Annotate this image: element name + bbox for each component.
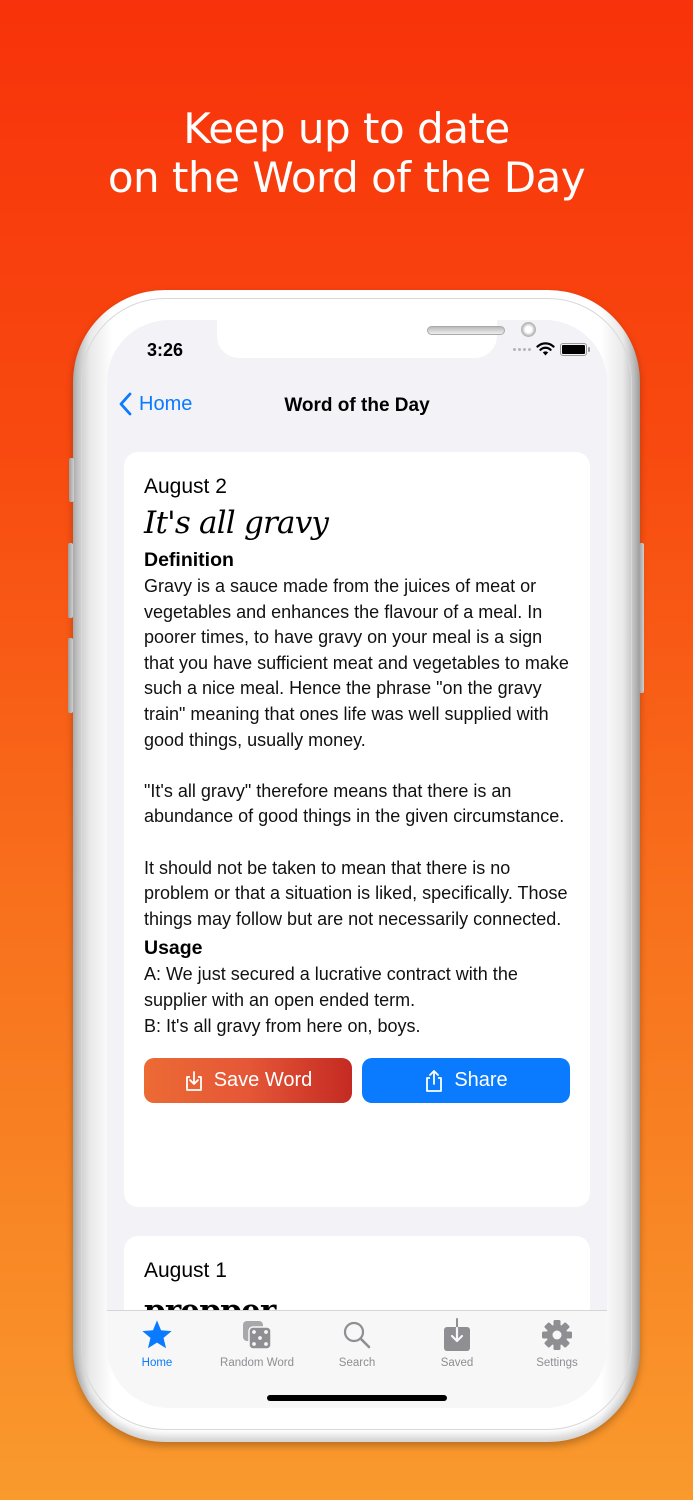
magnifier-icon	[342, 1320, 372, 1350]
tab-random-word[interactable]	[207, 1317, 307, 1369]
usage-heading: Usage	[144, 937, 203, 960]
card-date: August 1	[144, 1259, 227, 1282]
card-date: August 2	[144, 475, 227, 498]
front-camera	[521, 322, 536, 337]
dice-icon	[241, 1319, 273, 1351]
tab-home[interactable]	[107, 1317, 207, 1369]
page-title: Word of the Day	[284, 395, 430, 416]
notch	[217, 320, 497, 358]
tray-download-icon	[443, 1318, 471, 1352]
volume-up-button	[68, 543, 73, 618]
usage-line: B: It's all gravy from here on, boys.	[144, 1015, 421, 1036]
share-label: Share	[454, 1069, 508, 1092]
headline-line-2: on the Word of the Day	[107, 153, 586, 202]
tab-search[interactable]	[307, 1317, 407, 1369]
tab-label: Settings	[536, 1357, 578, 1369]
tab-label: Saved	[440, 1357, 474, 1369]
save-word-label: Save Word	[213, 1069, 313, 1092]
word-card	[124, 452, 590, 1207]
silent-switch	[69, 458, 74, 502]
definition-paragraph: Gravy is a sauce made from the juices of meat or vegetables and enhances the flavour of a meal. In poorer times, to have gravy on your meal is a sign that you have sufficient meat and vegetables to make such a nice meal. Hence the phrase "on the gravy train" meaning that ones life was well supplied with good things, usually money.	[144, 576, 569, 750]
tab-label: Search	[338, 1357, 376, 1369]
back-label: Home	[139, 392, 193, 415]
volume-down-button	[68, 638, 73, 713]
phone-screen	[107, 320, 607, 1408]
speaker-grille	[427, 326, 505, 335]
tab-bar	[107, 1310, 607, 1408]
signal-dots-icon	[513, 348, 531, 351]
tab-label: Random Word	[220, 1357, 294, 1369]
navigation-bar	[107, 388, 607, 428]
wifi-icon	[536, 342, 555, 356]
card-actions	[144, 1058, 570, 1103]
promo-headline	[0, 104, 693, 202]
definition-paragraph: "It's all gravy" therefore means that there is an abundance of good things in the given circumstance.	[144, 780, 565, 827]
save-word-button[interactable]	[144, 1058, 352, 1103]
tab-saved[interactable]	[407, 1317, 507, 1369]
save-tray-icon	[184, 1070, 204, 1092]
status-time: 3:26	[147, 340, 184, 360]
tab-label: Home	[141, 1357, 173, 1369]
gear-icon	[541, 1319, 573, 1351]
star-icon	[140, 1319, 174, 1351]
status-icons	[513, 342, 587, 356]
word-title: It's all gravy	[144, 505, 329, 541]
tab-settings[interactable]	[507, 1317, 607, 1369]
battery-icon	[560, 343, 587, 356]
share-icon	[424, 1069, 444, 1093]
usage-line: A: We just secured a lucrative contract with the supplier with an open ended term.	[144, 964, 518, 1010]
definition-paragraph: It should not be taken to mean that there is no problem or that a situation is liked, specifically. Those things may follow but are not necessarily connected.	[144, 857, 568, 929]
headline-line-1: Keep up to date	[183, 104, 510, 153]
home-indicator[interactable]	[267, 1395, 447, 1401]
share-button[interactable]	[362, 1058, 570, 1103]
power-button	[639, 543, 644, 693]
definition-heading: Definition	[144, 549, 234, 571]
